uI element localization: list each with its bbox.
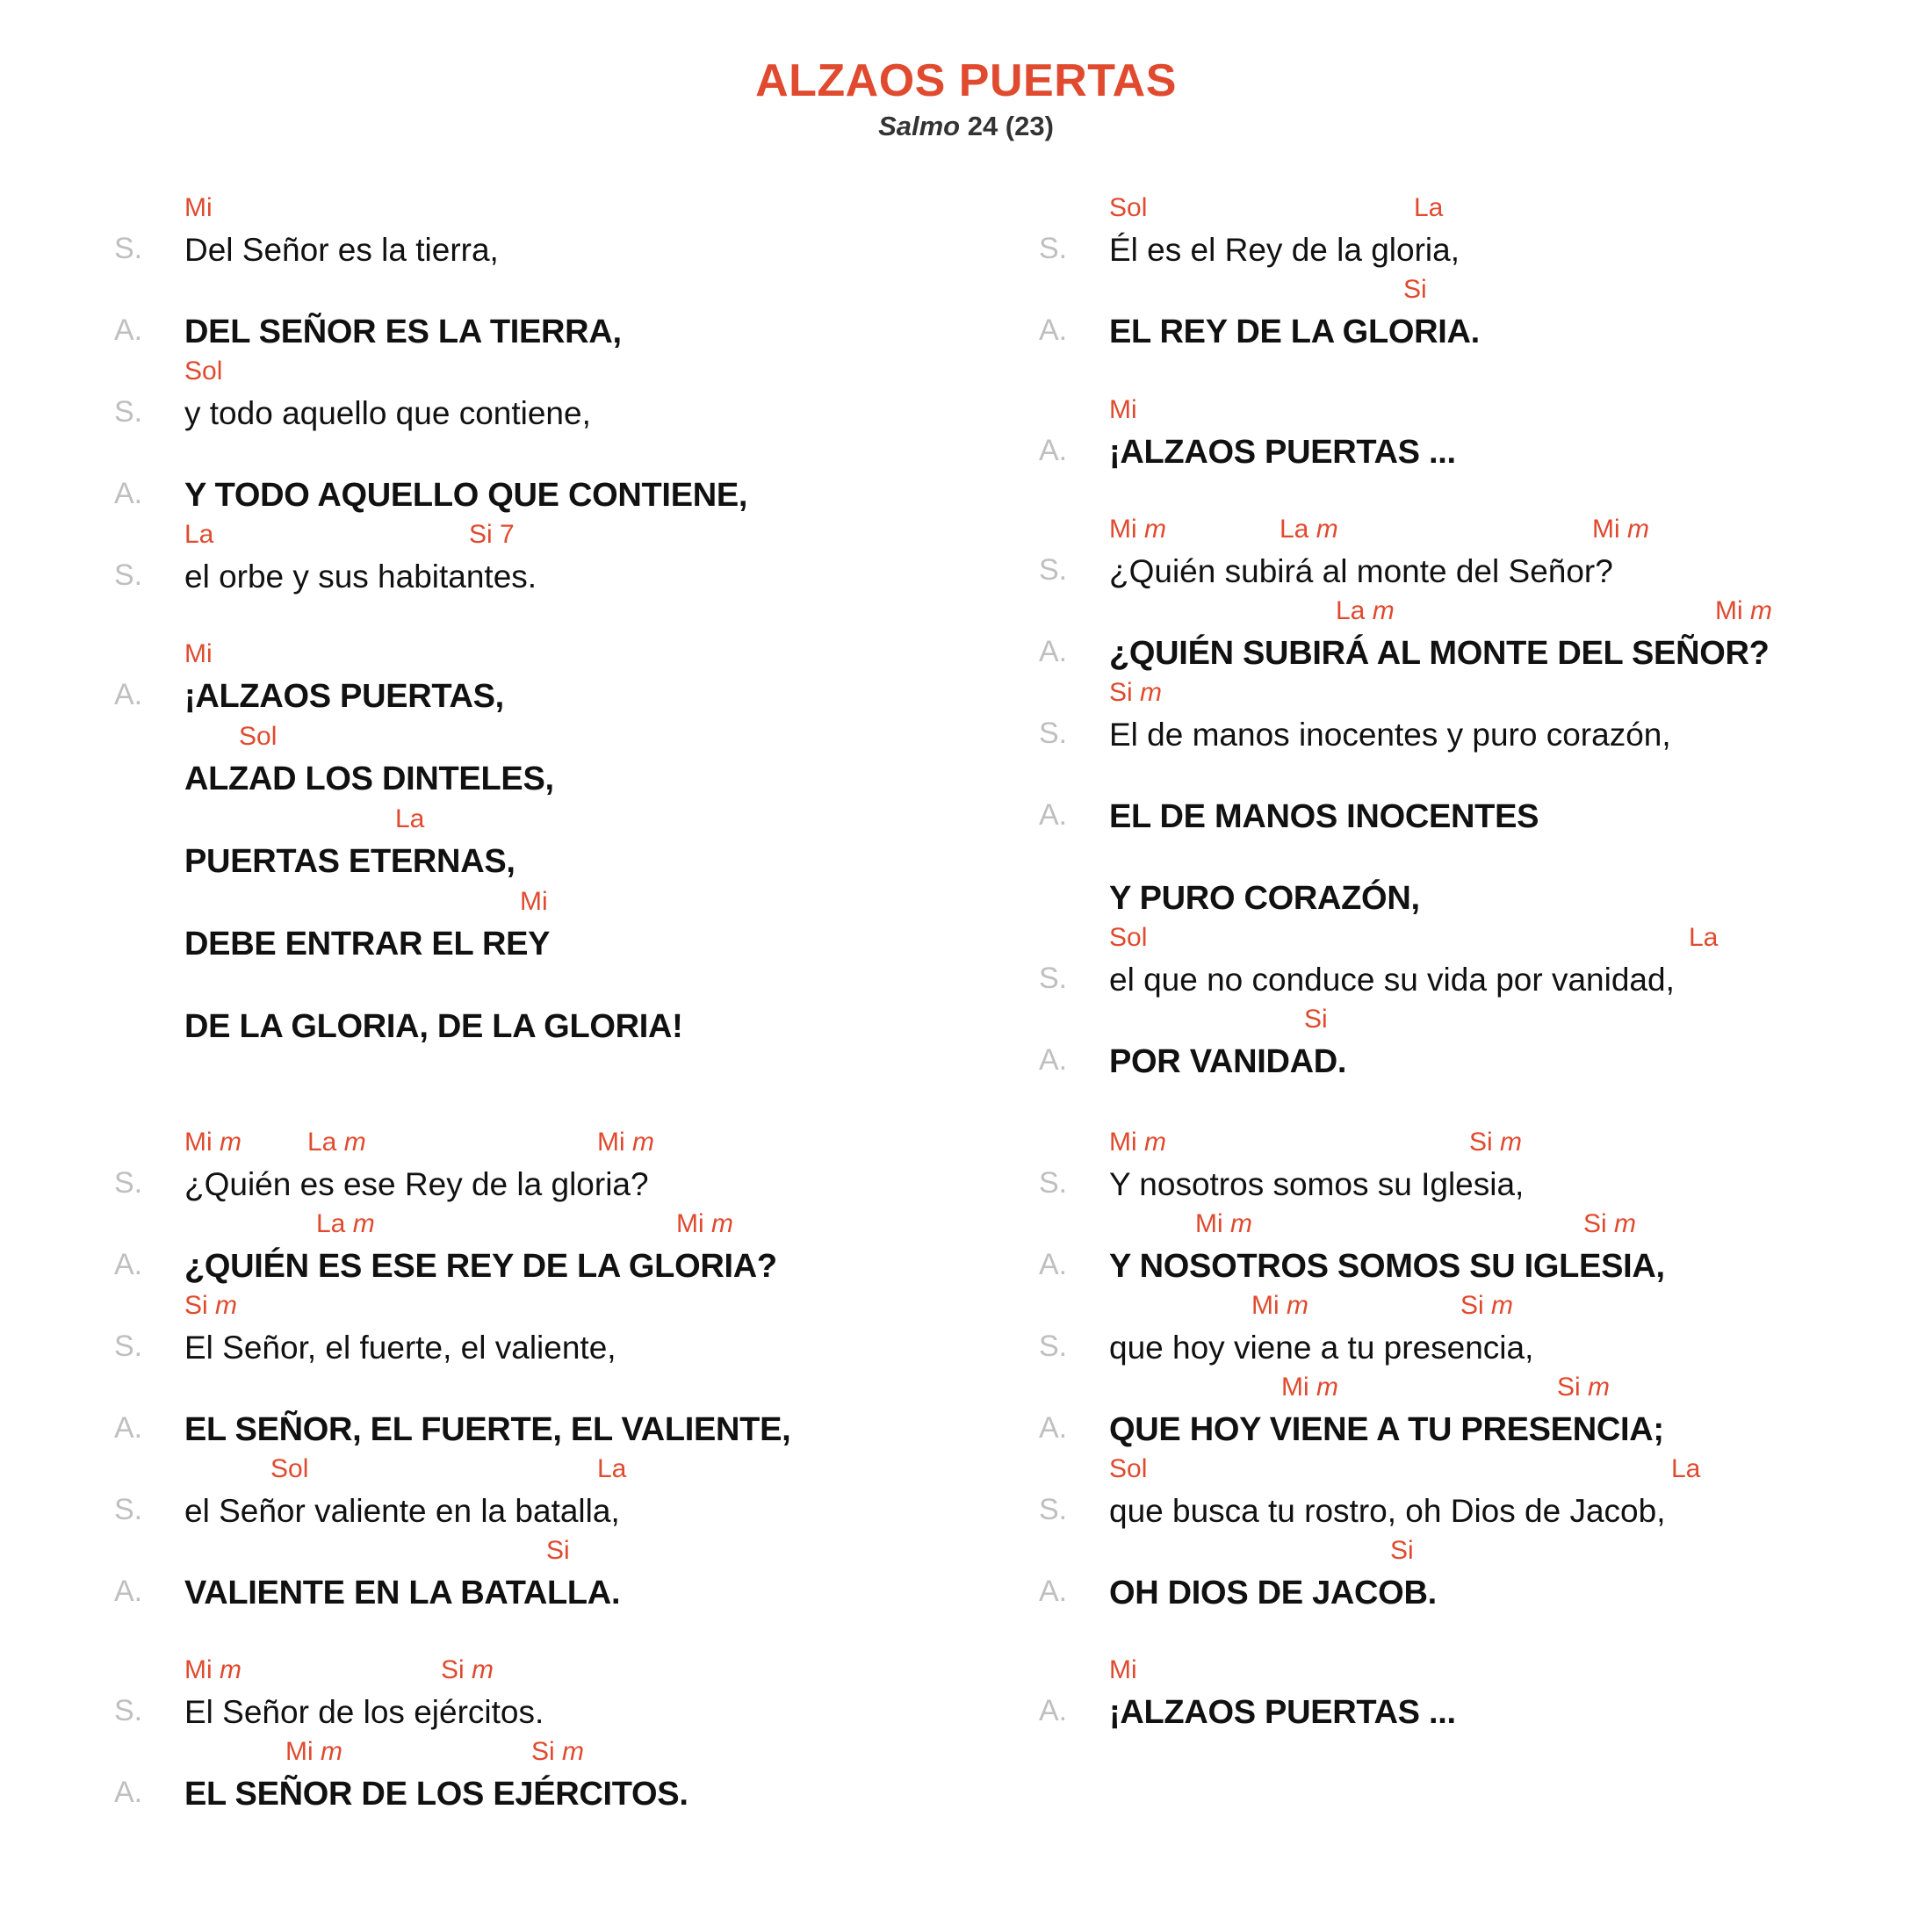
chord-root: La bbox=[597, 1454, 627, 1483]
lyric-text: que hoy viene a tu presencia, bbox=[1109, 1330, 1534, 1366]
lyric-text: OH DIOS DE JACOB. bbox=[1109, 1575, 1437, 1611]
chord-root: Mi bbox=[1251, 1291, 1280, 1320]
chord-root: Sol bbox=[184, 357, 223, 386]
lyric-text: Y nosotros somos su Iglesia, bbox=[1109, 1166, 1525, 1202]
chord-root: Si bbox=[1390, 1536, 1414, 1565]
chord-root: Sol bbox=[1109, 1454, 1148, 1483]
chord-label bbox=[441, 1655, 494, 1685]
lyric-text: ¡ALZAOS PUERTAS ... bbox=[1109, 434, 1456, 471]
soloist-label: S. bbox=[114, 1330, 143, 1363]
lyric-text: el que no conduce su vida por vanidad, bbox=[1109, 962, 1675, 998]
lyric-text: ¿QUIÉN SUBIRÁ AL MONTE DEL SEÑOR? bbox=[1109, 635, 1770, 672]
chord-label bbox=[1336, 596, 1395, 626]
chord-minor-marker: m bbox=[562, 1737, 585, 1766]
lyric-text: el orbe y sus habitantes. bbox=[184, 559, 537, 595]
lyric-text: y todo aquello que contiene, bbox=[184, 395, 591, 431]
chord-label bbox=[1195, 1209, 1252, 1239]
assembly-label: A. bbox=[114, 678, 143, 711]
lyric-text: ¿QUIÉN ES ESE REY DE LA GLORIA? bbox=[184, 1248, 777, 1285]
chord-label bbox=[1109, 678, 1162, 708]
lyric-text: Y NOSOTROS SOMOS SU IGLESIA, bbox=[1109, 1248, 1665, 1285]
chord-root: Si bbox=[1469, 1128, 1493, 1157]
chord-root: Si bbox=[1109, 678, 1133, 707]
chord-label bbox=[520, 887, 548, 917]
soloist-label: S. bbox=[1039, 962, 1068, 995]
chord-root: Mi bbox=[520, 887, 548, 916]
chord-label bbox=[469, 520, 515, 550]
lyric-text: ¡ALZAOS PUERTAS, bbox=[184, 678, 504, 715]
subtitle-psalm-word: Salmo bbox=[878, 111, 961, 141]
chord-minor-marker: m bbox=[352, 1209, 375, 1238]
chord-label bbox=[1583, 1209, 1636, 1239]
chord-label bbox=[184, 520, 213, 550]
soloist-label: S. bbox=[114, 559, 143, 592]
soloist-label: S. bbox=[114, 1694, 143, 1727]
chord-label bbox=[1281, 1373, 1338, 1402]
soloist-label: S. bbox=[114, 232, 143, 265]
chord-label bbox=[1109, 1128, 1166, 1157]
lyric-text: ¿Quién subirá al monte del Señor? bbox=[1109, 553, 1613, 589]
chord-root: La bbox=[1280, 515, 1309, 544]
lyric-text: DE LA GLORIA, DE LA GLORIA! bbox=[184, 1008, 683, 1045]
soloist-label: S. bbox=[1039, 553, 1068, 587]
chord-minor-marker: m bbox=[1316, 1373, 1338, 1402]
chord-label bbox=[1109, 1655, 1137, 1685]
chord-minor-marker: m bbox=[472, 1655, 494, 1684]
subtitle-psalm-number: 24 (23) bbox=[960, 111, 1054, 141]
lyric-text: El Señor, el fuerte, el valiente, bbox=[184, 1330, 616, 1366]
chord-minor-marker: m bbox=[1588, 1373, 1611, 1402]
chord-minor-marker: m bbox=[1750, 596, 1772, 625]
chord-label bbox=[1251, 1291, 1308, 1321]
chord-minor-marker: m bbox=[1491, 1291, 1514, 1320]
chord-label bbox=[1109, 193, 1147, 223]
assembly-label: A. bbox=[1039, 1248, 1068, 1281]
chord-label bbox=[597, 1128, 654, 1157]
chord-label bbox=[1304, 1005, 1328, 1034]
chord-root: Mi bbox=[1109, 515, 1137, 544]
chord-label bbox=[546, 1536, 570, 1566]
chord-minor-marker: m bbox=[1627, 515, 1649, 544]
chord-minor-marker: m bbox=[220, 1128, 242, 1157]
chord-label bbox=[1592, 515, 1649, 544]
chord-minor-marker: m bbox=[1500, 1128, 1523, 1157]
assembly-label: A. bbox=[1039, 635, 1068, 668]
chord-minor-marker: m bbox=[220, 1655, 242, 1684]
assembly-label: A. bbox=[114, 1248, 143, 1281]
chord-root: Sol bbox=[270, 1454, 309, 1483]
lyric-text: EL DE MANOS INOCENTES bbox=[1109, 798, 1539, 835]
chord-root: Mi bbox=[184, 1655, 213, 1684]
chord-root: Mi bbox=[285, 1737, 314, 1766]
chord-label bbox=[1109, 923, 1147, 953]
assembly-label: A. bbox=[1039, 314, 1068, 347]
lyric-text: Del Señor es la tierra, bbox=[184, 232, 499, 268]
lyric-text: DEBE ENTRAR EL REY bbox=[184, 926, 551, 962]
chord-label bbox=[1671, 1454, 1700, 1484]
assembly-label: A. bbox=[1039, 434, 1068, 467]
chord-root: Si bbox=[531, 1737, 555, 1766]
soloist-label: S. bbox=[1039, 1330, 1068, 1363]
lyric-text: EL SEÑOR, EL FUERTE, EL VALIENTE, bbox=[184, 1411, 791, 1448]
chord-root: Si bbox=[1557, 1373, 1581, 1402]
chord-root: La bbox=[395, 804, 425, 833]
chord-root: Si bbox=[1304, 1005, 1328, 1034]
assembly-label: A. bbox=[114, 1776, 143, 1809]
chord-root: Si 7 bbox=[469, 520, 515, 549]
lyric-text: que busca tu rostro, oh Dios de Jacob, bbox=[1109, 1493, 1666, 1529]
chord-root: Si bbox=[1583, 1209, 1607, 1238]
chord-root: Mi bbox=[1109, 1655, 1137, 1684]
chord-root: Mi bbox=[1281, 1373, 1309, 1402]
chord-root: Mi bbox=[1109, 395, 1137, 424]
assembly-label: A. bbox=[1039, 1411, 1068, 1445]
chord-label bbox=[184, 193, 213, 223]
chord-minor-marker: m bbox=[1372, 596, 1395, 625]
chord-label bbox=[307, 1128, 366, 1157]
song-title: ALZAOS PUERTAS bbox=[755, 55, 1177, 106]
chord-label bbox=[597, 1454, 626, 1484]
chord-root: Mi bbox=[597, 1128, 625, 1157]
chord-minor-marker: m bbox=[632, 1128, 654, 1157]
chord-root: Mi bbox=[184, 1128, 213, 1157]
chord-label bbox=[1109, 1454, 1147, 1484]
chord-label bbox=[285, 1737, 342, 1767]
chord-root: Sol bbox=[1109, 193, 1148, 222]
chord-label bbox=[184, 1655, 242, 1685]
chord-label bbox=[1414, 193, 1443, 223]
lyric-text: EL REY DE LA GLORIA. bbox=[1109, 314, 1480, 350]
chord-root: Si bbox=[441, 1655, 465, 1684]
chord-root: La bbox=[307, 1128, 337, 1157]
chord-label bbox=[676, 1209, 733, 1239]
soloist-label: S. bbox=[1039, 717, 1068, 750]
assembly-label: A. bbox=[114, 1411, 143, 1445]
chord-root: La bbox=[1414, 193, 1444, 222]
assembly-label: A. bbox=[114, 1575, 143, 1608]
chord-root: La bbox=[184, 520, 214, 549]
chord-label bbox=[1557, 1373, 1610, 1402]
assembly-label: A. bbox=[114, 314, 143, 347]
chord-minor-marker: m bbox=[1140, 678, 1163, 707]
lyric-text: ¡ALZAOS PUERTAS ... bbox=[1109, 1694, 1456, 1731]
chord-minor-marker: m bbox=[1144, 1128, 1166, 1157]
lyric-text: VALIENTE EN LA BATALLA. bbox=[184, 1575, 621, 1611]
chord-minor-marker: m bbox=[215, 1291, 238, 1320]
chord-label bbox=[1469, 1128, 1522, 1157]
chord-minor-marker: m bbox=[1316, 515, 1338, 544]
chord-root: Si bbox=[184, 1291, 208, 1320]
chord-root: Mi bbox=[1715, 596, 1743, 625]
chord-label bbox=[184, 639, 213, 669]
assembly-label: A. bbox=[1039, 1575, 1068, 1608]
chord-label bbox=[1280, 515, 1338, 544]
chord-root: La bbox=[1689, 923, 1719, 952]
chord-label bbox=[1109, 515, 1166, 544]
lyric-text: el Señor valiente en la batalla, bbox=[184, 1493, 620, 1529]
soloist-label: S. bbox=[114, 1166, 143, 1200]
chord-minor-marker: m bbox=[1614, 1209, 1637, 1238]
chord-root: Si bbox=[1460, 1291, 1484, 1320]
assembly-label: A. bbox=[114, 477, 143, 510]
chord-label bbox=[395, 804, 424, 834]
lyric-text: POR VANIDAD. bbox=[1109, 1043, 1347, 1080]
chord-minor-marker: m bbox=[321, 1737, 342, 1766]
chord-minor-marker: m bbox=[1287, 1291, 1308, 1320]
chord-label bbox=[184, 357, 222, 386]
chord-label bbox=[1403, 275, 1427, 305]
chord-label bbox=[184, 1291, 237, 1321]
chord-root: Sol bbox=[239, 722, 278, 751]
chord-minor-marker: m bbox=[343, 1128, 366, 1157]
lyric-text: El de manos inocentes y puro corazón, bbox=[1109, 717, 1671, 753]
lyric-text: ALZAD LOS DINTELES, bbox=[184, 761, 554, 797]
lyric-text: QUE HOY VIENE A TU PRESENCIA; bbox=[1109, 1411, 1664, 1448]
chord-minor-marker: m bbox=[711, 1209, 733, 1238]
lyric-text: Y TODO AQUELLO QUE CONTIENE, bbox=[184, 477, 748, 514]
chord-label bbox=[239, 722, 277, 752]
chord-root: Si bbox=[546, 1536, 570, 1565]
lyric-text: EL SEÑOR DE LOS EJÉRCITOS. bbox=[184, 1776, 688, 1813]
chord-root: Mi bbox=[1109, 1128, 1137, 1157]
assembly-label: A. bbox=[1039, 1043, 1068, 1077]
soloist-label: S. bbox=[114, 1493, 143, 1526]
lyric-text: ¿Quién es ese Rey de la gloria? bbox=[184, 1166, 649, 1202]
chord-minor-marker: m bbox=[1144, 515, 1166, 544]
chord-root: Mi bbox=[1592, 515, 1620, 544]
chord-root: Si bbox=[1403, 275, 1427, 304]
chord-root: Sol bbox=[1109, 923, 1148, 952]
lyric-text: PUERTAS ETERNAS, bbox=[184, 843, 515, 880]
chord-root: La bbox=[1671, 1454, 1701, 1483]
lyric-text: Y PURO CORAZÓN, bbox=[1109, 880, 1420, 917]
chord-label bbox=[1109, 395, 1137, 425]
chord-label bbox=[1390, 1536, 1414, 1566]
soloist-label: S. bbox=[1039, 1166, 1068, 1200]
lyric-text: Él es el Rey de la gloria, bbox=[1109, 232, 1460, 268]
chord-label bbox=[316, 1209, 375, 1239]
chord-root: Mi bbox=[676, 1209, 704, 1238]
chord-root: La bbox=[1336, 596, 1366, 625]
chord-root: La bbox=[316, 1209, 346, 1238]
assembly-label: A. bbox=[1039, 1694, 1068, 1727]
assembly-label: A. bbox=[1039, 798, 1068, 832]
chord-label bbox=[1689, 923, 1718, 953]
chord-minor-marker: m bbox=[1230, 1209, 1252, 1238]
chord-root: Mi bbox=[1195, 1209, 1223, 1238]
soloist-label: S. bbox=[1039, 1493, 1068, 1526]
chord-label bbox=[1460, 1291, 1513, 1321]
lyric-text: El Señor de los ejércitos. bbox=[184, 1694, 544, 1730]
chord-label bbox=[1715, 596, 1772, 626]
chord-label bbox=[184, 1128, 242, 1157]
chord-root: Mi bbox=[184, 193, 213, 222]
chord-root: Mi bbox=[184, 639, 213, 668]
soloist-label: S. bbox=[114, 395, 143, 429]
chord-label bbox=[531, 1737, 584, 1767]
chord-label bbox=[270, 1454, 308, 1484]
lyric-text: DEL SEÑOR ES LA TIERRA, bbox=[184, 314, 622, 350]
soloist-label: S. bbox=[1039, 232, 1068, 265]
song-subtitle bbox=[0, 111, 1932, 142]
